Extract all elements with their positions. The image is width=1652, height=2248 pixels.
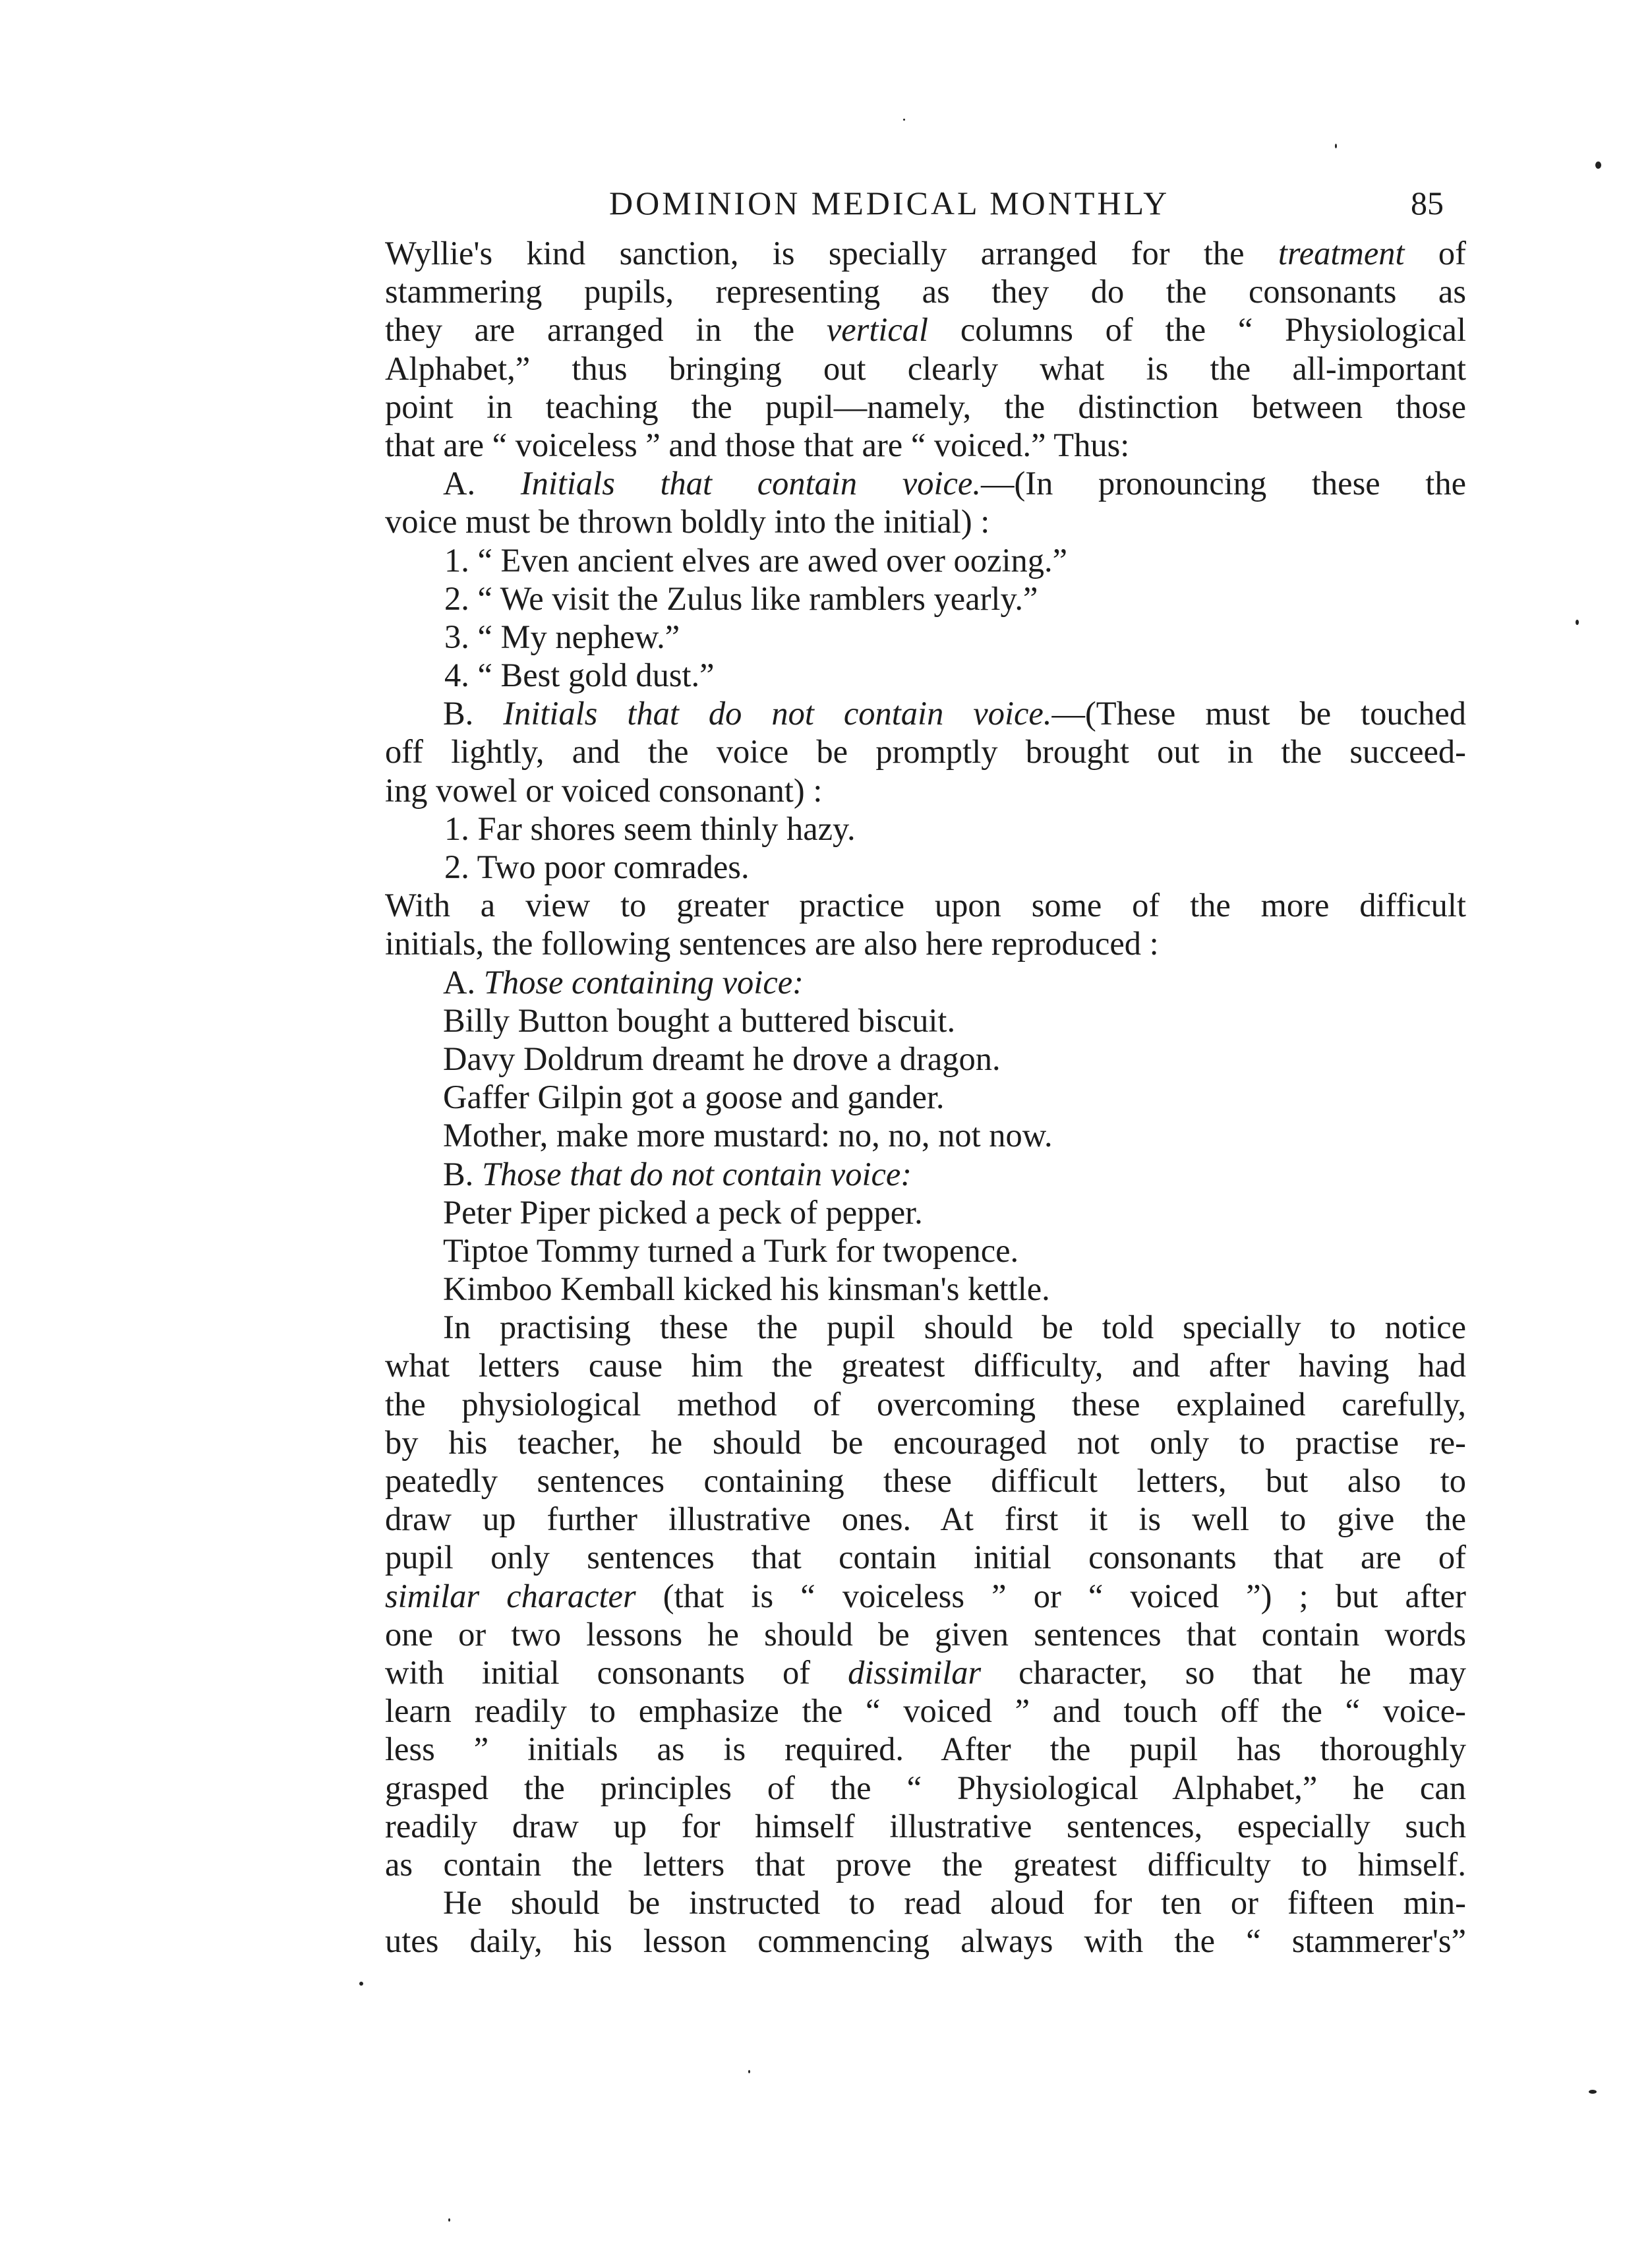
text-line: With a view to greater practice upon some of the more difficult bbox=[385, 887, 1466, 924]
body-text bbox=[385, 234, 1466, 1960]
text-line: one or two lessons he should be given sentences that contain words bbox=[385, 1615, 1466, 1653]
text-line: ing vowel or voiced consonant) : bbox=[385, 771, 823, 809]
scan-speck bbox=[1576, 620, 1579, 625]
text-line: the physiological method of overcoming these explained carefully, bbox=[385, 1385, 1466, 1423]
text-line: they are arranged in the vertical columns of the “ Physiological bbox=[385, 311, 1466, 349]
text-line: that are “ voiceless ” and those that are “ voiced.” Thus: bbox=[385, 426, 1130, 463]
example-sentence: Peter Piper picked a peck of pepper. bbox=[443, 1193, 923, 1231]
text-line: as contain the letters that prove the greatest difficulty to himself. bbox=[385, 1845, 1466, 1883]
example-sentence: Kimboo Kemball kicked his kinsman's kettle. bbox=[443, 1270, 1050, 1308]
scan-speck bbox=[1595, 162, 1601, 169]
text-line: pupil only sentences that contain initial consonants that are of bbox=[385, 1539, 1466, 1576]
text-line: less ” initials as is required. After the pupil has thoroughly bbox=[385, 1730, 1466, 1768]
text-line: point in teaching the pupil—namely, the distinction between those bbox=[385, 388, 1466, 425]
scan-speck bbox=[448, 2218, 450, 2222]
text-line: voice must be thrown boldly into the initial) : bbox=[385, 503, 990, 541]
list-item: 2. Two poor comrades. bbox=[444, 848, 750, 885]
list-item: 1. Far shores seem thinly hazy. bbox=[444, 810, 856, 847]
example-sentence: Mother, make more mustard: no, no, not now. bbox=[443, 1117, 1053, 1154]
text-line: grasped the principles of the “ Physiological Alphabet,” he can bbox=[385, 1769, 1466, 1806]
scan-speck bbox=[359, 1982, 363, 1986]
list-item: 2. “ We visit the Zulus like ramblers yearly.” bbox=[444, 579, 1038, 617]
text-line: He should be instructed to read aloud for ten or fifteen min- bbox=[443, 1884, 1466, 1922]
text-line: Wyllie's kind sanction, is specially arranged for the treatment of bbox=[385, 235, 1466, 272]
example-sentence: Gaffer Gilpin got a goose and gander. bbox=[443, 1079, 945, 1116]
section-b-heading: B. Initials that do not contain voice.—(These must be touched bbox=[443, 695, 1466, 732]
text-line: draw up further illustrative ones. At first it is well to give the bbox=[385, 1500, 1466, 1538]
text-line: Alphabet,” thus bringing out clearly what is the all-important bbox=[385, 349, 1466, 387]
list-item: 1. “ Even ancient elves are awed over oozing.” bbox=[444, 541, 1068, 579]
scan-speck bbox=[1589, 2090, 1597, 2094]
text-line: peatedly sentences containing these difficult letters, but also to bbox=[385, 1462, 1466, 1499]
text-line: what letters cause him the greatest difficulty, and after having had bbox=[385, 1347, 1466, 1384]
text-line: with initial consonants of dissimilar character, so that he may bbox=[385, 1653, 1466, 1691]
text-line: initials, the following sentences are also here reproduced : bbox=[385, 925, 1159, 962]
list-item: 4. “ Best gold dust.” bbox=[444, 657, 715, 694]
example-sentence: Billy Button bought a buttered biscuit. bbox=[443, 1001, 956, 1039]
scan-speck bbox=[1335, 144, 1337, 148]
scan-speck bbox=[748, 2070, 750, 2073]
example-sentence: Tiptoe Tommy turned a Turk for twopence. bbox=[443, 1231, 1019, 1269]
text-line: by his teacher, he should be encouraged not only to practise re- bbox=[385, 1423, 1466, 1461]
page-number: 85 bbox=[1411, 185, 1444, 222]
list-item: 3. “ My nephew.” bbox=[444, 618, 680, 655]
examples-b-heading: B. Those that do not contain voice: bbox=[443, 1155, 912, 1193]
text-line: learn readily to emphasize the “ voiced ” and touch off the “ voice- bbox=[385, 1692, 1466, 1730]
text-line: stammering pupils, representing as they do the consonants as bbox=[385, 273, 1466, 311]
section-a-heading: A. Initials that contain voice.—(In pronouncing these the bbox=[443, 465, 1466, 502]
scan-speck bbox=[903, 119, 905, 121]
text-line: readily draw up for himself illustrative sentences, especially such bbox=[385, 1807, 1466, 1845]
text-line: off lightly, and the voice be promptly brought out in the succeed- bbox=[385, 733, 1466, 771]
example-sentence: Davy Doldrum dreamt he drove a dragon. bbox=[443, 1040, 1001, 1077]
text-line: utes daily, his lesson commencing always with the “ stammerer's” bbox=[385, 1922, 1466, 1960]
text-line: In practising these the pupil should be told specially to notice bbox=[443, 1309, 1466, 1346]
text-line: similar character (that is “ voiceless ” or “ voiced ”) ; but after bbox=[385, 1577, 1466, 1614]
examples-a-heading: A. Those containing voice: bbox=[443, 963, 804, 1001]
running-title: DOMINION MEDICAL MONTHLY bbox=[609, 185, 1170, 222]
